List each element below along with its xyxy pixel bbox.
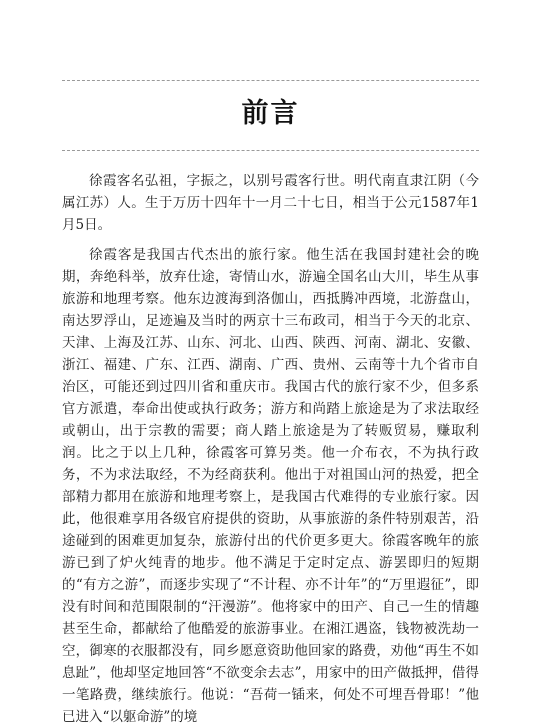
bottom-dashed-divider (62, 150, 479, 151)
body-text (62, 170, 479, 728)
paragraph-intro: 徐霞客名弘祖，字振之，以别号霞客行世。明代南直隶江阴（今属江苏）人。生于万历十四年十一月二十七日，相当于公元1587年1月5日。 (62, 173, 479, 233)
paragraph-traveler: 徐霞客是我国古代杰出的旅行家。他生活在我国封建社会的晚期，奔绝科举，放弃仕途，寄情山水，游遍全国名山大川，毕生从事旅游和地理考察。他东边渡海到洛伽山，西抵腾冲西境，北游盘山，南达罗浮山，足迹遍及当时的两京十三布政司，相当于今天的北京、天津、上海及江苏、山东、河北、山西、陕西、河南、湖北、安徽、浙江、福建、广东、江西、湖南、广西、贵州、云南等十九个省市自治区，可能还到过四川省和重庆市。我国古代的旅行家不少，但多系官方派遣，奉命出使或执行政务；游方和尚踏上旅途是为了求法取经或朝山，出于宗教的需要；商人踏上旅途是为了转贩贸易，赚取利润。比之于以上几种，徐霞客可算另类。他一介布衣，不为执行政务，不为求法取经，不为经商获利。他出于对祖国山河的热爱，把全部精力都用在旅游和地理考察上，是我国古代难得的专业旅行家。因此，他很难享用各级官府提供的资助，从事旅游的条件特别艰苦，沿途碰到的困难更加复杂，旅游付出的代价更多更大。徐霞客晚年的旅游已到了炉火纯青的地步。他不满足于定时定点、游罢即归的短期的“有方之游”，而逐步实现了“不计程、亦不计年”的“万里遐征”，即没有时间和范围限制的“汗漫游”。他将家中的田产、自己一生的情趣甚至生命，都献给了他酷爱的旅游事业。在湘江遇盗，钱物被洗劫一空，御寒的衣服都没有，同乡愿意资助他回家的路费，劝他“再生不如息趾”，他却坚定地回答“不欲变余去志”，用家中的田产做抵押，借得一笔路费，继续旅行。他说：“吾荷一锸来，何处不可埋吾骨耶！”他已进入“以躯命游”的境 (62, 247, 479, 725)
top-dashed-divider (62, 80, 479, 81)
page-title: 前言 (241, 98, 300, 129)
